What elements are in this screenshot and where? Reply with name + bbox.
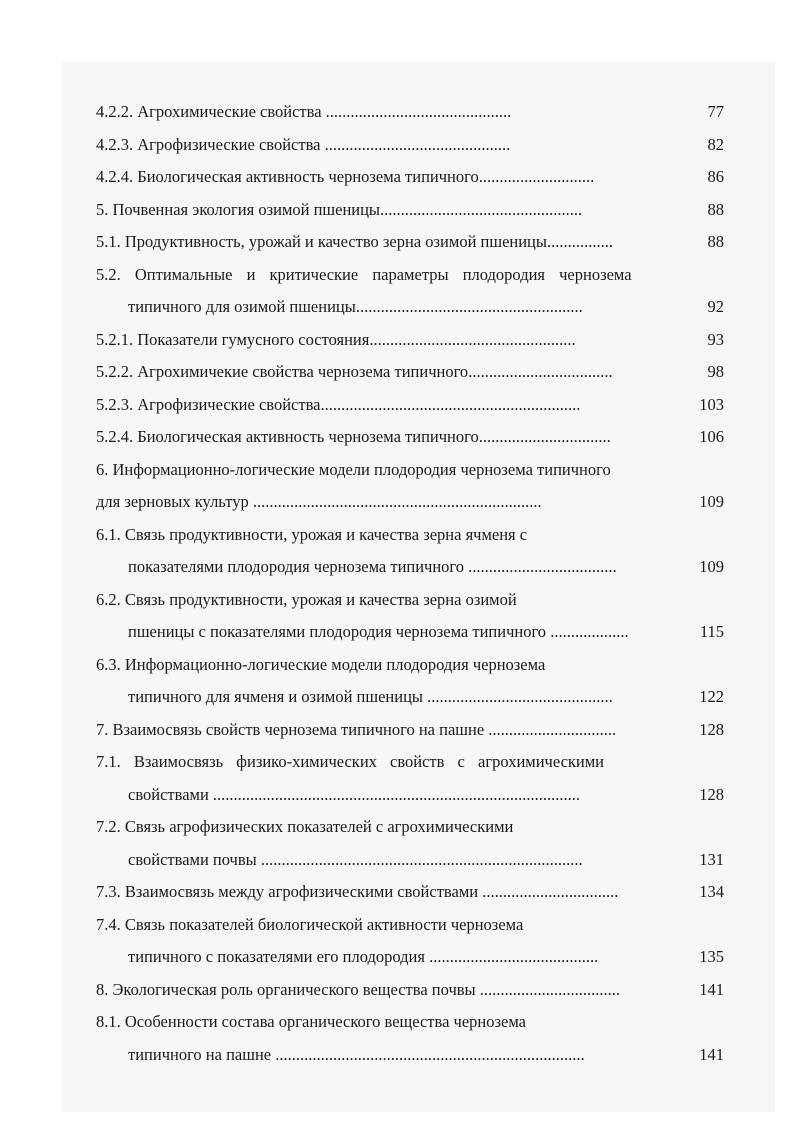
toc-entry — [96, 161, 724, 194]
toc-entry-first-line — [96, 811, 724, 844]
toc-entry — [96, 129, 724, 162]
toc-entry-title: свойствами почвы — [128, 849, 261, 869]
toc-leader-dots: ......................................... — [429, 947, 599, 966]
toc-entry-title: 5.2.3. Агрофизические свойства — [96, 394, 321, 414]
toc-entry — [96, 486, 724, 519]
toc-leader-dots: ................................... — [468, 362, 613, 381]
toc-entry-title: 6.2. Связь продуктивности, урожая и качества зерна озимой — [96, 589, 517, 609]
toc-entry-first-line — [96, 519, 724, 552]
toc-page-number: 88 — [707, 232, 724, 251]
toc-entry-title: 7.4. Связь показателей биологической активности чернозема — [96, 914, 524, 934]
toc-entry-title: 6. Информационно-логические модели плодородия чернозема типичного — [96, 459, 611, 479]
toc-page-number: 128 — [699, 784, 724, 804]
toc-leader-dots: .................................... — [468, 557, 617, 576]
toc-page-number: 109 — [699, 557, 724, 576]
toc-page-number: 98 — [707, 362, 724, 381]
toc-entry-title: 6.1. Связь продуктивности, урожая и качества зерна ячменя с — [96, 524, 528, 544]
toc-entry — [96, 389, 724, 422]
toc-entry-title: 8. Экологическая роль органического вещества почвы — [96, 979, 480, 999]
toc-leader-dots: ............................ — [478, 167, 595, 186]
toc-page-number: 141 — [699, 1044, 724, 1064]
toc-entry — [96, 194, 724, 227]
toc-entry — [96, 421, 724, 454]
toc-entry-title: 7.1. Взаимосвязь физико-химических свойств с агрохимическими — [96, 752, 605, 771]
toc-entry — [96, 291, 724, 324]
toc-entry-title: 7.3. Взаимосвязь между агрофизическими свойствами — [96, 882, 483, 901]
toc-entry-title: 5.2.2. Агрохимичекие свойства чернозема типичного — [96, 362, 469, 381]
toc-entry-title: свойствами — [128, 784, 213, 804]
toc-page-number: 122 — [699, 687, 724, 706]
toc-page-number: 134 — [699, 882, 724, 901]
toc-leader-dots: ............................... — [488, 719, 617, 739]
toc-entry-title: для зерновых культур — [96, 492, 253, 511]
toc-entry-title: типичного для ячменя и озимой пшеницы — [128, 687, 428, 706]
toc-entry-title: 4.2.4. Биологическая активность чернозема типичного — [96, 167, 479, 186]
toc-leader-dots: .................................. — [479, 979, 620, 999]
toc-entry — [96, 356, 724, 389]
toc-page-number: 88 — [707, 199, 724, 219]
toc-leader-dots: ...................................................................... — [252, 492, 542, 511]
toc-entry-title: типичного для озимой пшеницы — [128, 297, 356, 316]
toc-entry — [96, 96, 724, 129]
toc-entry-title: 6.3. Информационно-логические модели плодородия чернозема — [96, 654, 546, 674]
toc-leader-dots: .............................................................................. — [260, 849, 583, 869]
toc-entry-title: типичного на пашне — [128, 1044, 276, 1064]
toc-entry-first-line — [96, 649, 724, 682]
toc-page-number: 115 — [699, 622, 724, 641]
toc-entry-title: 5.2.1. Показатели гумусного состояния — [96, 329, 370, 349]
toc-page-number: 131 — [699, 849, 724, 869]
toc-leader-dots: ................................................. — [380, 199, 583, 219]
toc-page-number: 103 — [699, 394, 724, 414]
toc-page-number: 141 — [699, 979, 724, 999]
toc-leader-dots: ................................ — [478, 427, 611, 446]
toc-leader-dots: ................... — [550, 622, 629, 641]
toc-entry-first-line — [96, 909, 724, 942]
toc-entry — [96, 1039, 724, 1072]
toc-entry-first-line — [96, 1006, 724, 1039]
toc-page-number: 128 — [699, 719, 724, 739]
toc-entry-title: 5.2. Оптимальные и критические параметры плодородия чернозема — [96, 264, 632, 284]
toc-page-number: 135 — [699, 947, 724, 966]
toc-entry-first-line — [96, 259, 724, 292]
toc-leader-dots: ................ — [546, 232, 613, 251]
toc-entry-title: показателями плодородия чернозема типичного — [128, 557, 469, 576]
toc-entry-title: 7. Взаимосвязь свойств чернозема типичного на пашне — [96, 719, 489, 739]
toc-entry-title: 7.2. Связь агрофизических показателей с агрохимическими — [96, 817, 514, 836]
toc-page-number: 82 — [707, 134, 724, 154]
toc-entry — [96, 876, 724, 909]
toc-entry — [96, 681, 724, 714]
toc-page-number: 86 — [707, 167, 724, 186]
toc-entry-first-line — [96, 454, 724, 487]
toc-entry-title: типичного с показателями его плодородия — [128, 947, 430, 966]
toc-entry-title: 4.2.2. Агрохимические свойства — [96, 102, 326, 121]
toc-page-number: 106 — [699, 427, 724, 446]
toc-leader-dots: ............................................. — [427, 687, 613, 706]
toc-entry-title: 5.2.4. Биологическая активность чернозема типичного — [96, 427, 479, 446]
toc-leader-dots: ............................................................... — [320, 394, 581, 414]
toc-entry-title: 5.1. Продуктивность, урожай и качество зерна озимой пшеницы — [96, 232, 547, 251]
toc-entry — [96, 616, 724, 649]
toc-entry — [96, 226, 724, 259]
toc-entry — [96, 324, 724, 357]
toc-leader-dots: ....................................................... — [355, 297, 583, 316]
toc-entry-title: 5. Почвенная экология озимой пшеницы — [96, 199, 381, 219]
toc-entry — [96, 844, 724, 877]
toc-leader-dots: ............................................. — [325, 102, 512, 121]
toc-entry-first-line — [96, 584, 724, 617]
toc-entry-title: 8.1. Особенности состава органического вещества чернозема — [96, 1012, 526, 1031]
toc-entry — [96, 974, 724, 1007]
toc-page-number: 109 — [699, 492, 724, 511]
toc-entry-title: пшеницы с показателями плодородия чернозема типичного — [128, 622, 551, 641]
toc-entry — [96, 941, 724, 974]
toc-page-number: 92 — [707, 297, 724, 316]
toc-entry — [96, 551, 724, 584]
toc-leader-dots: ......................................................................................... — [212, 784, 581, 804]
toc-page-number: 77 — [707, 102, 724, 121]
toc-leader-dots: .................................................. — [369, 329, 576, 349]
toc-entry — [96, 714, 724, 747]
toc-page-number: 93 — [707, 329, 724, 349]
toc-leader-dots: ............................................. — [324, 134, 511, 154]
toc-entry — [96, 779, 724, 812]
toc-entry-first-line — [96, 746, 724, 779]
toc-leader-dots: ........................................................................... — [275, 1044, 585, 1064]
toc-leader-dots: ................................. — [482, 882, 619, 901]
table-of-contents — [96, 96, 724, 1071]
toc-entry-title: 4.2.3. Агрофизические свойства — [96, 134, 325, 154]
